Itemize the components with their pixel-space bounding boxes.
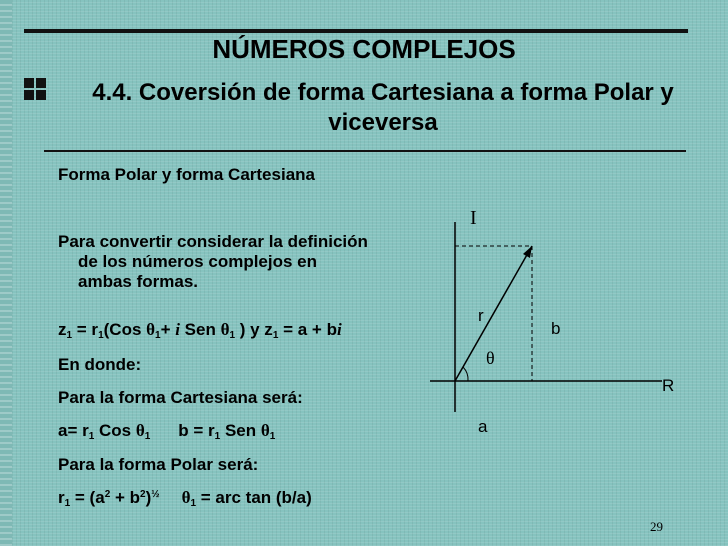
subtitle-line-2: viceversa	[328, 109, 438, 136]
label-imaginary: I	[470, 207, 477, 229]
vector-arrowhead	[523, 246, 532, 258]
slide-title: NÚMEROS COMPLEJOS	[212, 34, 516, 64]
cartesian-equations: $a= r_1$ Cos $\theta_1$ $b = r_1$ Sen $\theta_1$	[58, 421, 276, 442]
paragraph-line-1: Para convertir considerar la definición	[58, 232, 368, 251]
angle-arc	[463, 367, 468, 381]
paragraph-line-3: ambas formas.	[78, 272, 198, 291]
label-r: r	[478, 306, 484, 325]
cartesian-form-label: Para la forma Cartesiana será:	[58, 388, 303, 407]
subtitle-line-1: 4.4. Coversión de forma Cartesiana a forma Polar y	[92, 79, 674, 106]
label-a: a	[478, 417, 488, 436]
polar-equations: $r_1 = (a^2 + b^2)^{\frac{1}{2}}$ $\theta_1$ = arc tan (b/a)	[58, 488, 312, 509]
page-number: 29	[650, 519, 663, 534]
label-real: R	[662, 376, 675, 395]
polar-cartesian-equation: $z_1 = r_1(Cos$ $\theta_1+ i$ Sen $\theta_1$ ) y $z_1 = a$ + bi	[58, 320, 342, 341]
polar-form-label: Para la forma Polar será:	[58, 455, 259, 474]
en-donde-label: En donde:	[58, 355, 142, 374]
paragraph-line-2: de los números complejos en	[78, 252, 318, 271]
section-heading: Forma Polar y forma Cartesiana	[58, 165, 315, 184]
label-b: b	[551, 319, 561, 338]
label-theta: θ	[486, 348, 495, 368]
